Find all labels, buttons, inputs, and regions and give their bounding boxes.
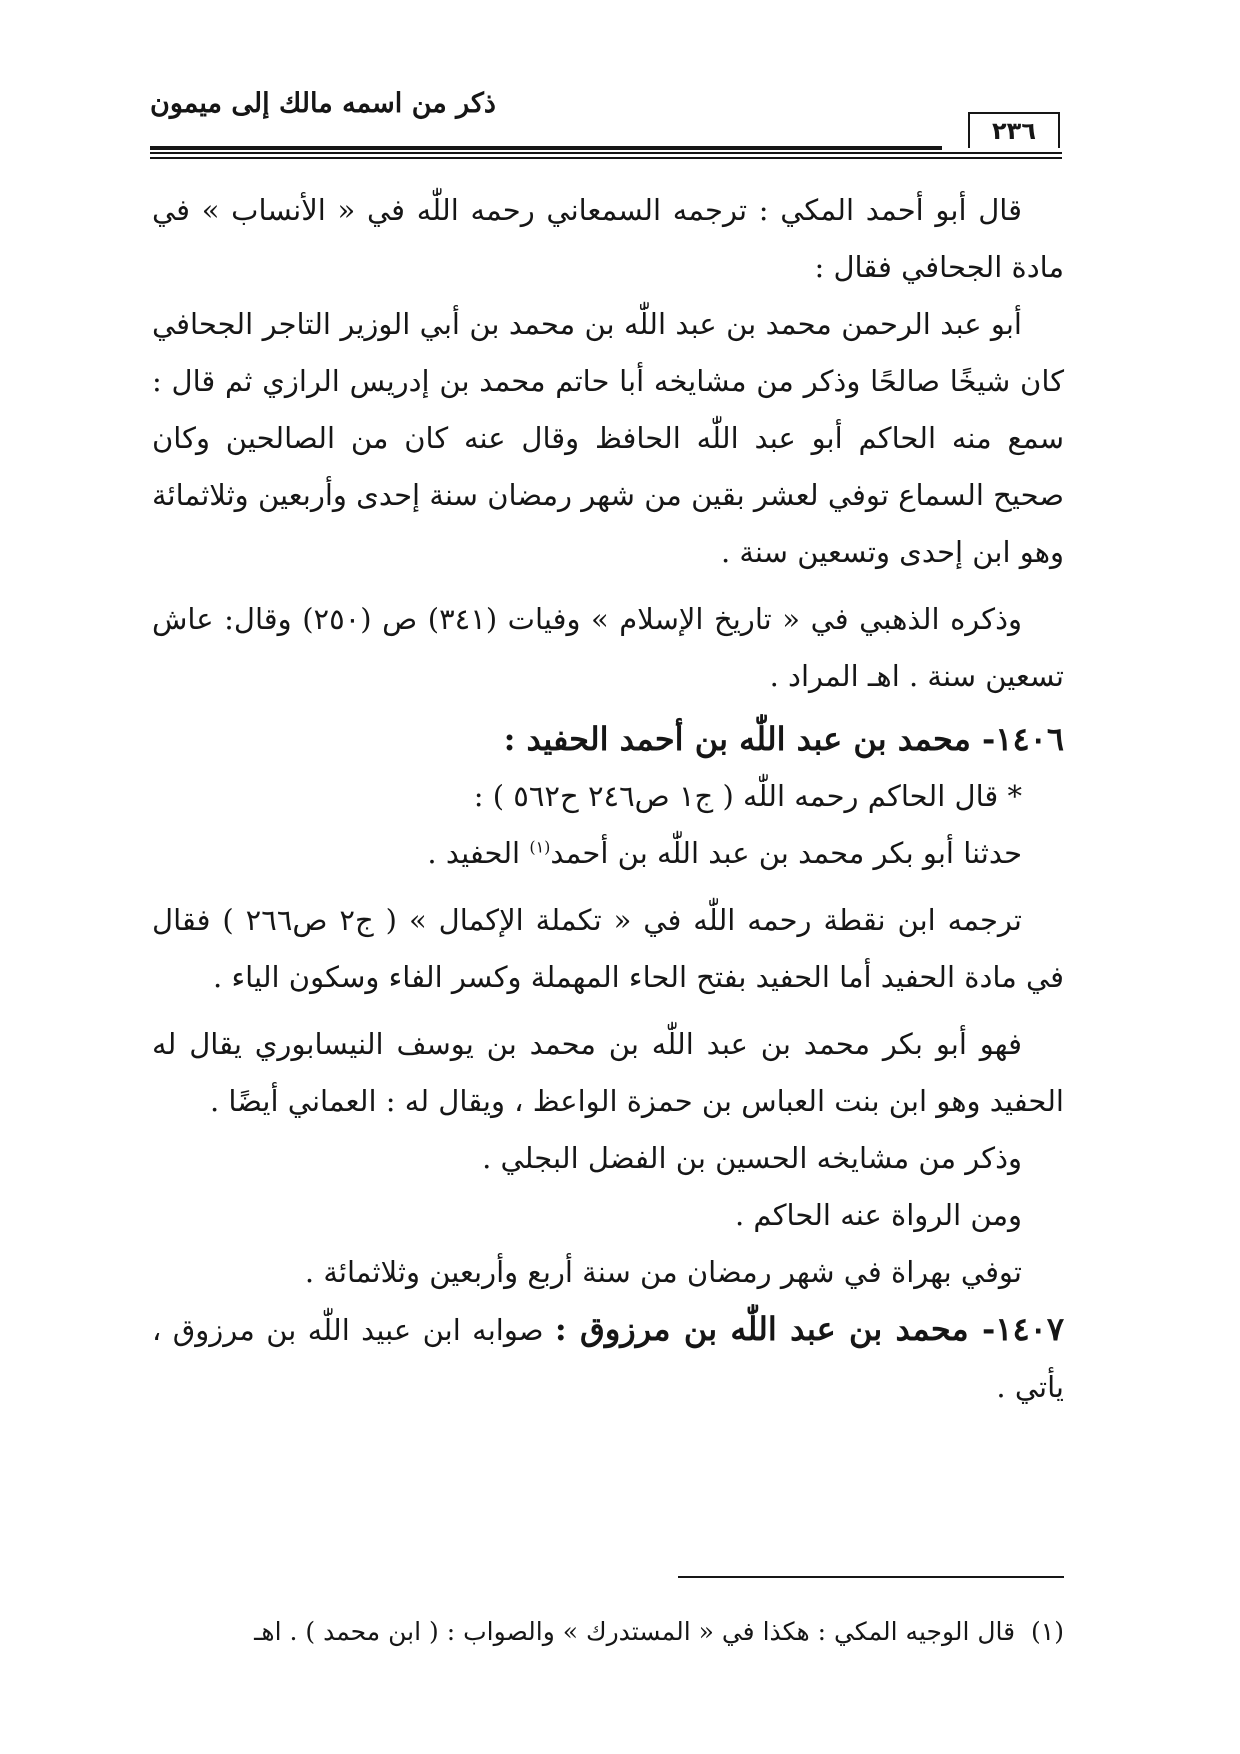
header-rule-thin-2 [150,157,1062,159]
header-rule-thick [150,146,942,150]
paragraph-hadith-chain [152,825,1064,882]
paragraph-dhahabi-citation: وذكره الذهبي في « تاريخ الإسلام » وفيات (٣٤١) ص (٢٥٠) وقال: عاش تسعين سنة . اهـ المراد . [152,602,1064,693]
main-text [152,182,1064,1416]
footnote [152,1612,1064,1652]
footnote-reference: (١) [529,837,551,857]
footnote-text: قال الوجيه المكي : هكذا في « المستدرك » والصواب : ( ابن محمد ) . اهـ [254,1617,1016,1646]
paragraph-samani-biography: أبو عبد الرحمن محمد بن عبد اللّٰه بن محمد بن أبي الوزير التاجر الجحافي كان شيخًا صالحًا وذكر من مشايخه أبا حاتم محمد بن إدريس الرازي ثم قال : سمع منه الحاكم أبو عبد اللّٰه الحافظ وقال عنه كان من الصالحين وكان صحيح السماع توفي لعشر بقين من شهر رمضان سنة إحدى وأربعين وثلاثمائة وهو ابن إحدى وتسعين سنة . [152,307,1064,569]
paragraph-hafid-identity: فهو أبو بكر محمد بن عبد اللّٰه بن محمد بن يوسف النيسابوري يقال له الحفيد وهو ابن بنت العباس بن حمزة الواعظ ، ويقال له : العماني أيضًا . [152,1027,1064,1118]
entry-1406-heading: ١٤٠٦- محمد بن عبد اللّٰه بن أحمد الحفيد : [503,720,1064,758]
entry-1407-text: صوابه ابن عبيد اللّٰه بن مرزوق ، يأتي . [152,1313,1064,1404]
chain-text-end: الحفيد . [427,836,530,870]
header-rule-thin-1 [150,152,1062,154]
paragraph-students: ومن الرواة عنه الحاكم . [734,1198,1022,1232]
paragraph-teachers: وذكر من مشايخه الحسين بن الفضل البجلي . [482,1141,1022,1175]
footnote-rule [678,1576,1064,1578]
paragraph-death: توفي بهراة في شهر رمضان من سنة أربع وأربعين وثلاثمائة . [304,1255,1022,1289]
footnote-marker: (١) [1031,1617,1064,1646]
entry-1407 [152,1301,1064,1416]
page-number: ٢٣٦ [968,112,1060,148]
chain-text: حدثنا أبو بكر محمد بن عبد اللّٰه بن أحمد [550,836,1022,870]
paragraph-ahmad-makki-note: قال أبو أحمد المكي : ترجمه السمعاني رحمه اللّٰه في « الأنساب » في مادة الجحافي فقال : [152,193,1064,284]
paragraph-ibn-nuqta-citation: ترجمه ابن نقطة رحمه اللّٰه في « تكملة الإكمال » ( ج٢ ص٢٦٦ ) فقال في مادة الحفيد أما الحفيد بفتح الحاء المهملة وكسر الفاء وسكون الياء . [152,903,1064,994]
entry-1407-heading: ١٤٠٧- محمد بن عبد اللّٰه بن مرزوق : [554,1310,1064,1348]
paragraph-hakim-reference: * قال الحاكم رحمه اللّٰه ( ج١ ص٢٤٦ ح٥٦٢ ) : [473,779,1022,813]
running-title: ذكر من اسمه مالك إلى ميمون [150,88,496,119]
